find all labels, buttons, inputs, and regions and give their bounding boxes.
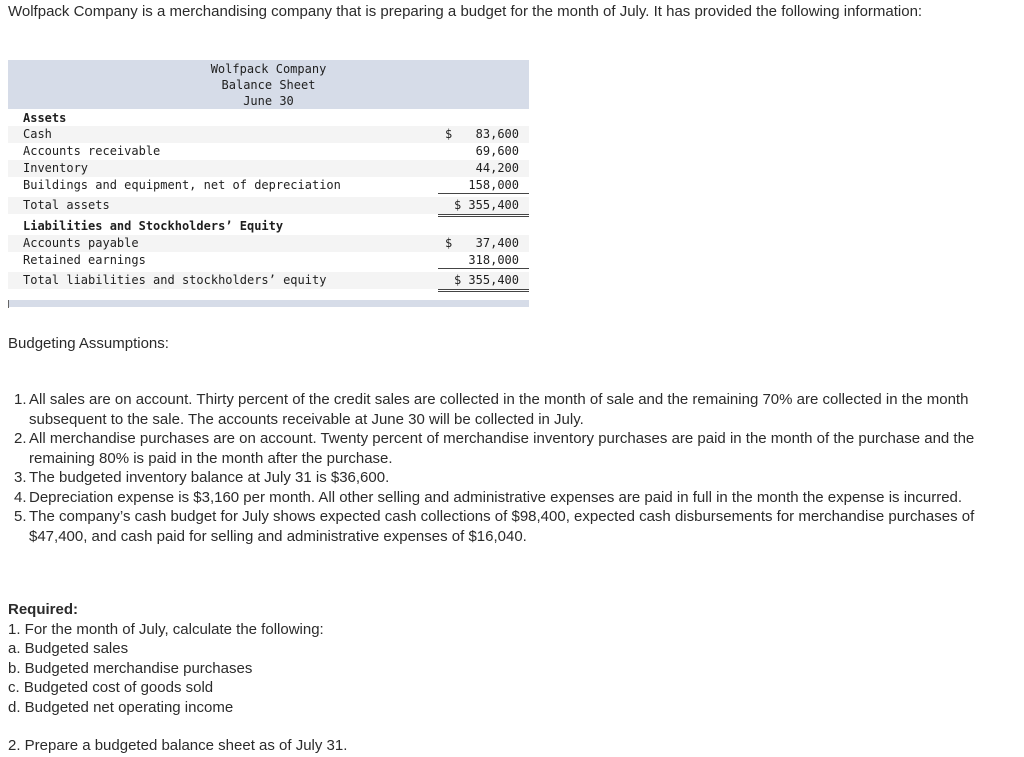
row-amount: 83,600: [475, 127, 519, 141]
row-label: Cash: [23, 127, 52, 141]
item-number: 1.: [14, 391, 27, 408]
subtotal-line: [438, 193, 529, 194]
footer-edge: [8, 300, 9, 308]
item-text: The company’s cash budget for July shows expected cash collections of $98,400, expected cash disbursements for merchandise purchases of $47,400, and cash paid for selling and administrative expenses of $16,040.: [29, 508, 975, 545]
required-part-2: 2. Prepare a budgeted balance sheet as of July 31.: [8, 737, 348, 754]
row-label: Retained earnings: [23, 253, 146, 267]
table-row: [8, 177, 529, 194]
total-underline: [438, 214, 529, 215]
liabilities-header: Liabilities and Stockholders’ Equity: [23, 219, 284, 233]
row-label: Accounts receivable: [23, 144, 161, 158]
statement-name: Balance Sheet: [221, 78, 316, 92]
required-item: d. Budgeted net operating income: [8, 698, 234, 716]
row-currency: $: [445, 236, 453, 250]
balance-sheet-table: [8, 60, 529, 308]
subtotal-line: [438, 268, 529, 269]
required-heading: Required:: [8, 601, 79, 618]
table-row: [8, 126, 529, 143]
item-text: All sales are on account. Thirty percent of the credit sales are collected in the month of sale and the remaining 70% are collected in the month subsequent to the sale. The accounts receivable at June 30 will be collected in July.: [29, 391, 969, 428]
row-amount: 37,400: [475, 236, 519, 250]
required-item: c. Budgeted cost of goods sold: [8, 679, 214, 696]
liabilities-header-row: [8, 218, 529, 235]
assets-header: Assets: [23, 111, 67, 125]
item-text: All merchandise purchases are on account. Twenty percent of merchandise inventory purchases are paid in the month of the purchase and the remaining 80% is paid in the month after the purchase.: [29, 430, 975, 467]
balance-sheet-footer: [8, 300, 529, 307]
total-double-underline: [438, 216, 529, 217]
list-item: [8, 390, 1018, 429]
table-row: [8, 235, 529, 252]
row-amount: 318,000: [468, 253, 519, 267]
row-amount: 44,200: [475, 161, 519, 175]
item-number: 2.: [14, 430, 27, 447]
intro-text: Wolfpack Company is a merchandising company that is preparing a budget for the month of July. It has provided the following information:: [8, 3, 923, 20]
row-currency: $: [445, 127, 453, 141]
balance-sheet-header: [8, 60, 529, 109]
required-item: b. Budgeted merchandise purchases: [8, 659, 253, 677]
item-text: The budgeted inventory balance at July 31 is $36,600.: [29, 469, 390, 486]
list-item: [8, 429, 1018, 468]
table-row: [8, 160, 529, 177]
row-amount: $ 355,400: [453, 273, 519, 287]
assumptions-title: Budgeting Assumptions:: [8, 335, 169, 352]
table-row: [8, 252, 529, 269]
total-underline: [438, 289, 529, 290]
statement-date: June 30: [243, 94, 294, 108]
table-row: [8, 143, 529, 160]
total-double-underline: [438, 291, 529, 292]
row-label: Inventory: [23, 161, 89, 175]
item-text: Depreciation expense is $3,160 per month. All other selling and administrative expenses are paid in full in the month the expense is incurred.: [29, 488, 963, 506]
required-section: [8, 600, 608, 717]
row-label: Total assets: [23, 198, 110, 212]
list-item: [8, 468, 1018, 488]
list-item: [8, 488, 1018, 508]
item-number: 3.: [14, 469, 27, 486]
list-item: [8, 507, 1018, 546]
assumptions-list: [8, 390, 1018, 546]
required-intro: 1. For the month of July, calculate the following:: [8, 620, 324, 638]
row-amount: 158,000: [468, 178, 519, 192]
total-liabilities-row: [8, 272, 529, 289]
assets-header-row: [8, 110, 529, 127]
row-label: Total liabilities and stockholders’ equity: [23, 273, 327, 287]
company-name: Wolfpack Company: [210, 62, 327, 76]
row-label: Accounts payable: [23, 236, 139, 250]
item-number: 5.: [14, 508, 27, 525]
row-amount: 69,600: [475, 144, 519, 158]
row-amount: $ 355,400: [453, 198, 519, 212]
item-number: 4.: [14, 488, 27, 506]
total-assets-row: [8, 197, 529, 214]
row-label: Buildings and equipment, net of depreciation: [23, 178, 341, 192]
required-item: a. Budgeted sales: [8, 640, 129, 657]
